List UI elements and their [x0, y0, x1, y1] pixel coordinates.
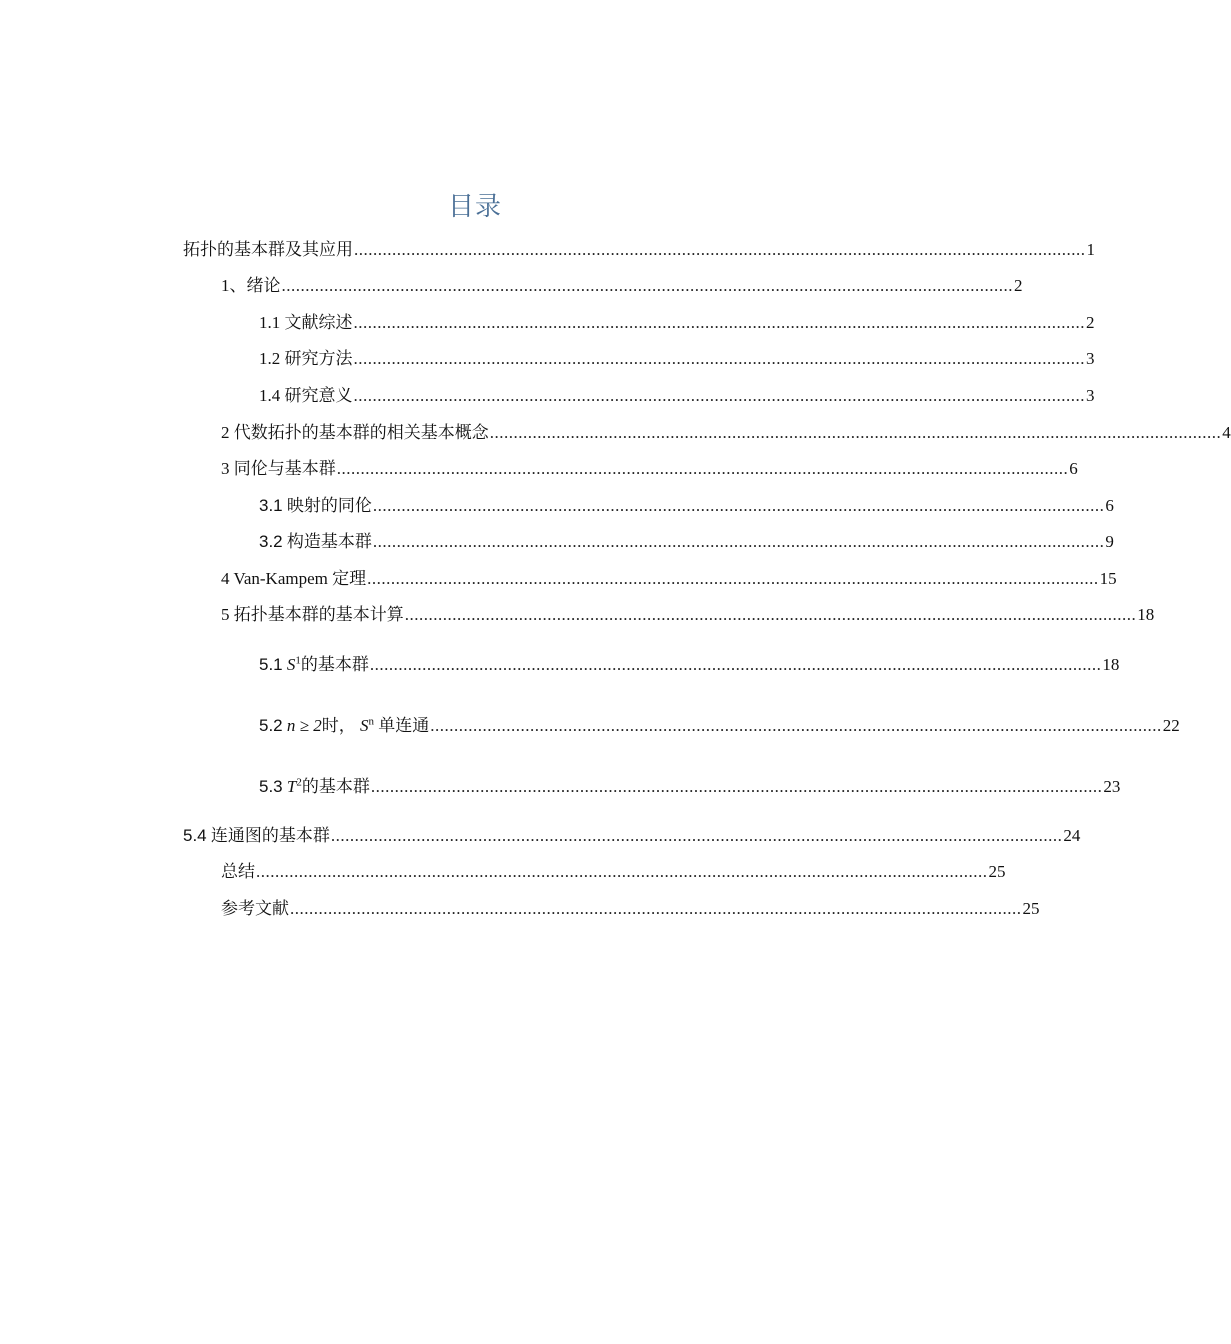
section-number: 5.2 [259, 716, 283, 735]
math-symbol: $T^2$ [286, 776, 302, 796]
toc-entry[interactable] [259, 711, 1180, 736]
toc-entry[interactable] [221, 894, 1040, 919]
toc-page-number: 25 [988, 862, 1006, 881]
toc-entry-label: 1.1 文献综述 [259, 313, 353, 332]
math-symbol: $S^n$ [359, 715, 374, 735]
dot-leader: .......................................................................................................................................................... [353, 313, 1085, 332]
section-number: 3.1 [259, 496, 283, 515]
toc-page-number: 2 [1086, 313, 1095, 332]
dot-leader: .......................................................................................................................................................... [290, 899, 1022, 918]
dot-leader: .......................................................................................................................................................... [336, 459, 1069, 478]
section-number: 5.1 [259, 655, 283, 674]
toc-entry-label: 参考文献 [221, 899, 289, 918]
toc-page-number: 3 [1086, 349, 1095, 368]
toc-entry[interactable] [221, 857, 1006, 882]
toc-page-number: 6 [1069, 459, 1078, 478]
toc-page-number: 25 [1022, 899, 1040, 918]
dot-leader: .......................................................................................................................................................... [404, 605, 1137, 624]
toc-entry-label: 连通图的基本群 [210, 826, 330, 845]
section-number: 5.3 [259, 777, 283, 796]
math-expression: n ≥ 2 [286, 716, 322, 735]
dot-leader: .......................................................................................................................................................... [353, 386, 1085, 405]
toc-entry[interactable] [221, 418, 1231, 443]
dot-leader: .......................................................................................................................................................... [372, 532, 1105, 551]
toc-page-number: 4 [1222, 423, 1231, 442]
dot-leader: .......................................................................................................................................................... [430, 716, 1162, 735]
toc-page-number: 3 [1086, 386, 1095, 405]
toc-entry[interactable] [183, 235, 1095, 260]
toc-entry[interactable] [259, 650, 1120, 675]
toc-page-number: 18 [1102, 655, 1120, 674]
toc-entry-label: 构造基本群 [286, 532, 372, 551]
toc-entry[interactable] [259, 527, 1114, 552]
dot-leader: .......................................................................................................................................................... [281, 276, 1013, 295]
toc-page-number: 6 [1105, 496, 1114, 515]
dot-leader: .......................................................................................................................................................... [354, 240, 1086, 259]
toc-page-number: 9 [1105, 532, 1114, 551]
toc-entry[interactable] [259, 772, 1121, 797]
toc-page-number: 23 [1103, 777, 1121, 796]
toc-entry-label: 单连通 [378, 716, 430, 735]
toc-entry[interactable] [221, 600, 1155, 625]
dot-leader: .......................................................................................................................................................... [372, 496, 1105, 515]
dot-leader: .......................................................................................................................................................... [369, 655, 1102, 674]
toc-entry-label: 1.2 研究方法 [259, 349, 353, 368]
toc-entry[interactable] [221, 271, 1023, 296]
dot-leader: .......................................................................................................................................................... [256, 862, 988, 881]
section-number: 3.2 [259, 532, 283, 551]
toc-entry-label: 2 代数拓扑的基本群的相关基本概念 [221, 423, 489, 442]
dot-leader: .......................................................................................................................................................... [367, 569, 1099, 588]
math-symbol: $S^1$ [286, 654, 301, 674]
toc-entry[interactable] [221, 454, 1078, 479]
section-number: 5.4 [183, 826, 207, 845]
toc-entry[interactable] [259, 381, 1095, 406]
dot-leader: .......................................................................................................................................................... [489, 423, 1222, 442]
toc-page-number: 24 [1063, 826, 1081, 845]
toc-entry-label: 总结 [221, 862, 255, 881]
toc-page-number: 15 [1099, 569, 1117, 588]
toc-entry-label: 3 同伦与基本群 [221, 459, 336, 478]
toc-entry-label: 4 Van-Kampem 定理 [221, 569, 367, 588]
dot-leader: .......................................................................................................................................................... [353, 349, 1085, 368]
toc-entry-label: 的基本群 [300, 655, 369, 674]
dot-leader: .......................................................................................................................................................... [370, 777, 1103, 796]
toc-entry-label: 映射的同伦 [286, 496, 372, 515]
page-title: 目录 [447, 192, 502, 221]
toc-entry-label: 的基本群 [301, 777, 370, 796]
toc-entry[interactable] [259, 308, 1095, 333]
toc-entry-label: 拓扑的基本群及其应用 [183, 240, 353, 259]
toc-entry[interactable] [183, 821, 1081, 846]
toc-page-number: 2 [1014, 276, 1023, 295]
toc-page-number: 22 [1162, 716, 1180, 735]
dot-leader: .......................................................................................................................................................... [330, 826, 1063, 845]
toc-entry[interactable] [259, 491, 1114, 516]
toc-entry-label: 1、绪论 [221, 276, 281, 295]
toc-page-number: 18 [1137, 605, 1155, 624]
toc-entry[interactable] [259, 344, 1095, 369]
toc-entry-label: 1.4 研究意义 [259, 386, 353, 405]
toc-entry[interactable] [221, 564, 1117, 589]
toc-page-number: 1 [1086, 240, 1095, 259]
toc-entry-label-part: 时， [321, 716, 356, 735]
toc-entry-label: 5 拓扑基本群的基本计算 [221, 605, 404, 624]
